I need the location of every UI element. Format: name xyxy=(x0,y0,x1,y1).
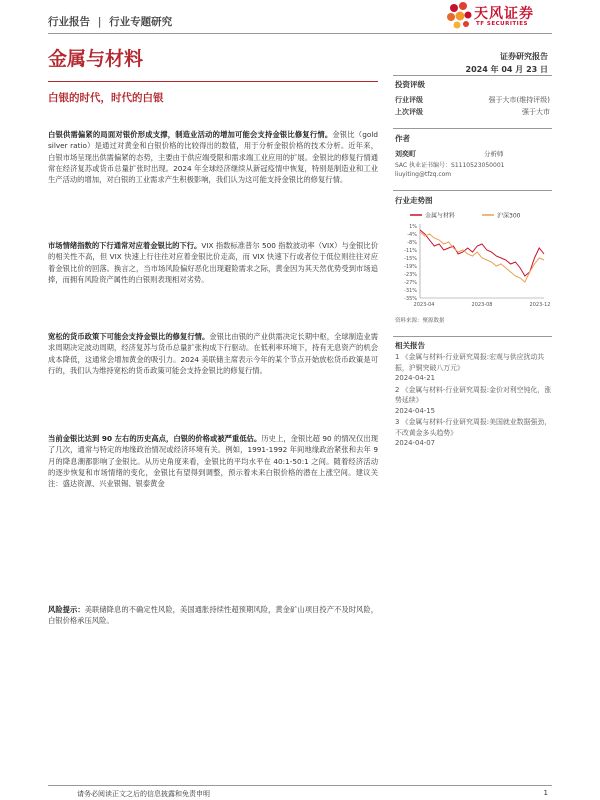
rating-row-current xyxy=(395,95,550,105)
industry-trend-chart xyxy=(394,206,552,312)
chart-section-title: 行业走势图 xyxy=(395,196,433,205)
y-tick-label: -8% xyxy=(407,240,417,246)
paragraph-text: 金银比（gold silver ratio）是通过对黄金和白银价格的比较得出的数值，用于分析金银价格的技术分析。近年来，白银市场呈现出供需偏紧的态势，主要由于供应端受限和需求端工业应用的扩展。金银比的修复行情通常在经济复苏或货币总量扩张时出现。2024 年全球经济继续从新冠疫情中恢复，特别是制造业和工业生产活动的增加，对白银的工业需求产生积极影响，我们认为这可能支持金银比的修复行情。 xyxy=(48,130,378,185)
report-title: 金属与材料 xyxy=(48,48,144,70)
paragraph-historical-high xyxy=(48,433,378,489)
y-tick-label: -23% xyxy=(404,272,417,278)
related-report-date: 2024-04-15 xyxy=(395,406,436,415)
analyst-role: 分析师 xyxy=(484,150,504,158)
x-tick-label: 2023-12 xyxy=(529,302,551,308)
report-type: 证券研究报告 xyxy=(500,52,548,61)
paragraph-heading: 风险提示： xyxy=(48,605,85,614)
series-line-csi300 xyxy=(420,232,544,282)
footer-disclaimer: 请务必阅读正文之后的信息披露和免责申明 xyxy=(77,790,210,798)
analyst-name: 刘奕町 xyxy=(395,150,416,158)
footer-divider xyxy=(48,785,552,786)
paragraph-heading: 白银供需偏紧的局面对银价形成支撑，制造业活动的增加可能会支持金银比修复行情。 xyxy=(48,130,333,139)
rating-section-title: 投资评级 xyxy=(395,80,425,89)
related-report-item[interactable] xyxy=(395,417,552,449)
related-reports-title: 相关报告 xyxy=(395,341,425,350)
paragraph-supply-demand xyxy=(48,129,378,185)
paragraph-vix xyxy=(48,240,378,285)
y-tick-label: -27% xyxy=(404,280,417,286)
legend-label: 沪深300 xyxy=(497,212,521,220)
related-report-date: 2024-04-07 xyxy=(395,439,436,447)
chart-source: 资料来源：聚源数据 xyxy=(395,318,445,324)
paragraph-heading: 当前金银比达到 90 左右的历史高点，白银的价格或被严重低估。 xyxy=(48,434,262,443)
title-divider xyxy=(48,81,378,82)
related-report-title[interactable]: 3 《金属与材料-行业研究周报:美国就业数据强劲，不改黄金多头趋势》 xyxy=(395,418,552,437)
logo-name-cn: 天风证券 xyxy=(474,6,534,22)
paragraph-text: 金银比由银的产业供需决定长期中枢，全球制造业需求周期决定波动周期，经济复苏与货币总量扩张构成下行驱动。在低利率环境下，持有无息资产的机会成本降低，这通常会增加黄金的吸引力。2024 美联储主席表示今年的某个节点开始放松货币政策是可行的，我们认为维持宽松的货币政策可能会支持金银比的修复行情。 xyxy=(48,332,379,375)
paragraph-risk-warning xyxy=(48,604,378,627)
analyst-sac-number: SAC 执业证书编号：S1110523050001 xyxy=(395,162,505,169)
analyst-email-link[interactable]: liuyiting@tfzq.com xyxy=(395,171,452,178)
paragraph-heading: 宽松的货币政策下可能会支持金银比的修复行情。 xyxy=(48,332,210,341)
related-report-item[interactable] xyxy=(395,352,552,384)
sidebar-divider xyxy=(393,190,552,191)
previous-rating-value: 强于大市 xyxy=(522,108,550,116)
logo-name-en: TF SECURITIES xyxy=(476,21,528,27)
related-report-item[interactable] xyxy=(395,385,552,417)
y-tick-label: -31% xyxy=(404,288,417,294)
sidebar-divider xyxy=(393,128,552,129)
rating-value: 强于大市(维持评级) xyxy=(488,96,550,104)
header-tags xyxy=(48,14,172,29)
header-tag-industry-topic: 行业专题研究 xyxy=(109,16,173,28)
paragraph-text: VIX 指数标准普尔 500 指数波动率（VIX）与金银比价的相关性不高，但 VIX 快速上行往往对应着金银比价走高，而 VIX 快速下行或者位于低位则往往对应着金银比价的回落。换言之，当市场风险偏好恶化出现避险需求之际，黄金因为其天然优势受到市场追捧，而拥有风险资产属性的白银则表现相对劣势。 xyxy=(48,241,378,284)
related-report-date: 2024-04-21 xyxy=(395,374,436,382)
paragraph-heading: 市场情绪指数的下行通常对应着金银比的下行。 xyxy=(48,241,202,250)
y-tick-label: -4% xyxy=(407,232,417,238)
header-divider xyxy=(48,33,552,34)
related-reports-list xyxy=(395,352,552,450)
series-line-metals-materials xyxy=(420,230,544,276)
y-tick-label: -11% xyxy=(404,248,417,254)
y-tick-label: -15% xyxy=(404,256,417,262)
related-report-title[interactable]: 2 《金属与材料-行业研究周报:金价对利空钝化，涨势延续》 xyxy=(395,385,552,404)
legend-label: 金属与材料 xyxy=(425,212,456,220)
rating-row-previous xyxy=(395,107,550,117)
report-subtitle: 白银的时代，时代的白银 xyxy=(48,92,164,104)
rating-label: 行业评级 xyxy=(395,96,423,104)
paragraph-text: 美联储降息的不确定性风险，美国通胀持续性超预期风险，黄金矿山项目投产不及时风险，白银价格承压风险。 xyxy=(48,605,378,626)
y-tick-label: -19% xyxy=(404,264,417,270)
previous-rating-label: 上次评级 xyxy=(395,108,423,116)
header-separator: | xyxy=(97,16,102,28)
sidebar-divider xyxy=(393,336,552,337)
header-tag-industry-report: 行业报告 xyxy=(48,16,90,28)
y-tick-label: 1% xyxy=(409,224,417,230)
related-report-title[interactable]: 1 《金属与材料-行业研究周报:宏观与供应扰动共振，沪铜突破八万元》 xyxy=(395,353,545,372)
author-section-title: 作者 xyxy=(395,134,410,143)
paragraph-monetary-policy xyxy=(48,331,378,376)
page-number: 1 xyxy=(543,789,548,797)
x-tick-label: 2023-08 xyxy=(471,302,493,308)
paragraph-text: 历史上，金银比超 90 的情况仅出现了几次，通常与特定的地缘政治情况或经济环境有关。例如，1991-1992 年间地缘政治紧张和去年 9 月的降息潮都影响了金银比。从历史角度来看，金银比的平均水平在 40:1-50:1 之间。随着经济活动的逐步恢复和市场情绪的变化，金银比有望得到调整，预示着未来白银价格的潜在上涨空间。建议关注：盛达资源、兴业银锡、银泰黄金 xyxy=(48,434,378,489)
sidebar-divider xyxy=(393,75,552,76)
report-date: 2024 年 04 月 23 日 xyxy=(465,65,548,74)
y-tick-label: -35% xyxy=(404,296,417,302)
x-tick-label: 2023-04 xyxy=(413,302,435,308)
